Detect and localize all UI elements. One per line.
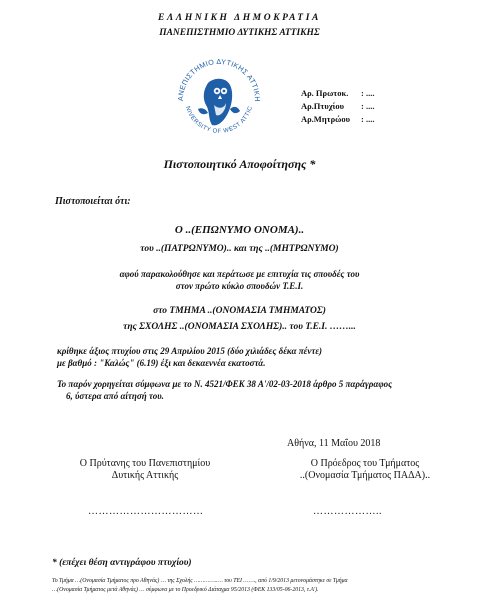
certify-label: Πιστοποιείται ότι: bbox=[55, 196, 131, 207]
owl-emblem-icon bbox=[198, 79, 240, 126]
logo-text-bottom: NIVERSITY OF WEST ATTIC bbox=[183, 105, 255, 135]
grade-line-2: με βαθμό : "Καλώς" (6.19) έξι και δεκαεννέα εκατοστά. bbox=[57, 358, 266, 368]
registry-protocol-label: Αρ. Πρωτοκ. bbox=[301, 88, 349, 98]
registry-student-id bbox=[301, 114, 374, 124]
registry-protocol-value: : .... bbox=[361, 88, 375, 98]
studies-line-1: αφού παρακολούθησε και περάτωσε με επιτυχία τις σπουδές του bbox=[119, 269, 360, 279]
logo-text-top: ΑΝΕΠΙΣΤΗΜΙΟ ΔΥΤΙΚΗΣ ΑΤΤΙΚΗ bbox=[175, 56, 263, 102]
registry-student-id-value: : .... bbox=[361, 114, 375, 124]
chair-signature-line: ……………….. bbox=[313, 506, 382, 517]
issued-line-1: Το παρόν χορηγείται σύμφωνα με το Ν. 4521/ΦΕΚ 38 Α'/02-03-2018 άρθρο 5 παράγραφος bbox=[57, 379, 393, 389]
registry-degree bbox=[301, 101, 374, 111]
chair-signature-block bbox=[255, 458, 475, 482]
certificate-title: Πιστοποιητικό Αποφοίτησης * bbox=[163, 157, 316, 171]
fine-print-line-1: Το Τμήμα …(Ονομασία Τμήματος προ Αθηνάς) … της Σχολής …………..… του ΤΕΙ ……., από 1/9/2013 μετονομάστηκε σε Τμήμα bbox=[52, 578, 348, 584]
university-heading: ΠΑΝΕΠΙΣΤΗΜΙΟ ΔΥΤΙΚΗΣ ΑΤΤΙΚΗΣ bbox=[159, 28, 320, 38]
issued-line-2: 6, ύστερα από αίτησή του. bbox=[66, 391, 164, 401]
grade-line-1: κρίθηκε άξιος πτυχίου στις 29 Απριλίου 2015 (δύο χιλιάδες δέκα πέντε) bbox=[57, 346, 323, 356]
chair-title: Ο Πρόεδρος του Τμήματος bbox=[310, 458, 420, 469]
registry-degree-label: Αρ.Πτυχίου bbox=[301, 101, 344, 111]
studies-line-2: στον πρώτο κύκλο σπουδών Τ.Ε.Ι. bbox=[175, 281, 304, 291]
department-name: στο ΤΜΗΜΑ ..(ΟΝΟΜΑΣΙΑ ΤΜΗΜΑΤΟΣ) bbox=[153, 306, 326, 316]
footnote: * (επέχει θέση αντιγράφου πτυχίου) bbox=[52, 558, 192, 568]
registry-protocol bbox=[301, 88, 374, 98]
parents-names: του ..(ΠΑΤΡΩΝΥΜΟ).. και της ..(ΜΗΤΡΩΝΥΜΟ) bbox=[140, 244, 339, 254]
rector-signature-line: …………………………… bbox=[88, 506, 204, 517]
chair-department: ..(Ονομασία Τμήματος ΠΑΔΑ).. bbox=[299, 470, 431, 481]
republic-heading: ΕΛΛΗΝΙΚΗ ΔΗΜΟΚΡΑΤΙΑ bbox=[158, 13, 321, 23]
registry-student-id-label: Αρ.Μητρώου bbox=[301, 114, 351, 124]
rector-university: Δυτικής Αττικής bbox=[111, 470, 179, 481]
registry-degree-value: : .... bbox=[361, 101, 375, 111]
issue-date: Αθήνα, 11 Μαΐου 2018 bbox=[287, 438, 381, 449]
university-logo bbox=[168, 49, 270, 151]
graduate-name: Ο ..(ΕΠΩΝΥΜΟ ΟΝΟΜΑ).. bbox=[174, 224, 305, 236]
rector-title: Ο Πρύτανης του Πανεπιστημίου bbox=[79, 458, 211, 469]
fine-print-line-2: …(Ονομασία Τμήματος μετά Αθηνάς) … σύμφωνα με το Προεδρικό Διάταγμα 95/2013 (ΦΕΚ 133/05-06-2013, τ.Α'). bbox=[52, 587, 319, 593]
rector-signature-block bbox=[55, 458, 235, 482]
school-name: της ΣΧΟΛΗΣ ..(ΟΝΟΜΑΣΙΑ ΣΧΟΛΗΣ).. του Τ.Ε.Ι. ……... bbox=[123, 322, 356, 332]
